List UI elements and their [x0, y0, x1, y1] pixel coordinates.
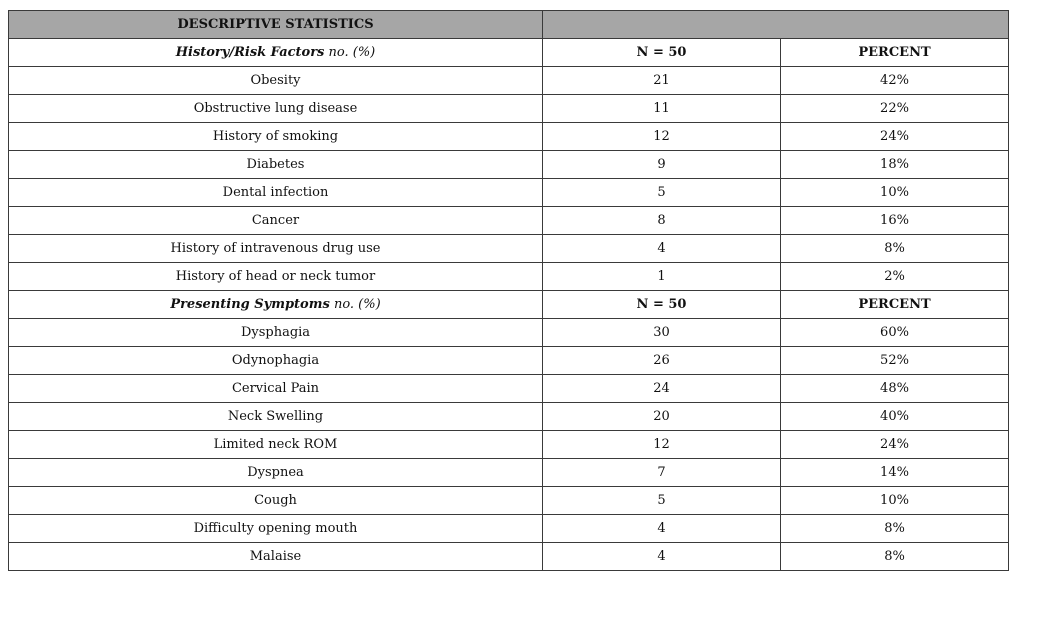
row-count: 12: [543, 123, 781, 151]
row-label: Obesity: [9, 67, 543, 95]
row-count: 30: [543, 319, 781, 347]
table-row: [9, 151, 1009, 179]
row-label: Diabetes: [9, 151, 543, 179]
table-row: [9, 459, 1009, 487]
row-label: Neck Swelling: [9, 403, 543, 431]
row-count: 7: [543, 459, 781, 487]
row-percent: 8%: [781, 543, 1009, 571]
table-row: [9, 207, 1009, 235]
row-percent: 48%: [781, 375, 1009, 403]
row-label: Dental infection: [9, 179, 543, 207]
descriptive-statistics-table: [8, 10, 1009, 571]
column-header-n: N = 50: [543, 39, 781, 67]
section-heading-unit: no. (%): [324, 44, 376, 60]
section-header-row: [9, 39, 1009, 67]
section-heading-unit: no. (%): [329, 296, 381, 312]
row-percent: 42%: [781, 67, 1009, 95]
table-row: [9, 347, 1009, 375]
row-count: 8: [543, 207, 781, 235]
row-percent: 40%: [781, 403, 1009, 431]
row-count: 20: [543, 403, 781, 431]
table-row: [9, 67, 1009, 95]
table-row: [9, 319, 1009, 347]
row-percent: 24%: [781, 431, 1009, 459]
row-label: History of head or neck tumor: [9, 263, 543, 291]
row-label: Difficulty opening mouth: [9, 515, 543, 543]
row-label: History of intravenous drug use: [9, 235, 543, 263]
table-row: [9, 263, 1009, 291]
row-percent: 16%: [781, 207, 1009, 235]
table-row: [9, 403, 1009, 431]
row-label: Dyspnea: [9, 459, 543, 487]
row-count: 4: [543, 543, 781, 571]
row-percent: 8%: [781, 235, 1009, 263]
row-percent: 10%: [781, 179, 1009, 207]
table-row: [9, 543, 1009, 571]
row-percent: 60%: [781, 319, 1009, 347]
row-label: Malaise: [9, 543, 543, 571]
table-row: [9, 515, 1009, 543]
table-body: [9, 11, 1009, 571]
row-count: 21: [543, 67, 781, 95]
section-heading: [9, 291, 543, 319]
row-label: Cough: [9, 487, 543, 515]
column-header-percent: PERCENT: [781, 291, 1009, 319]
section-heading-label: Presenting Symptoms: [170, 296, 330, 312]
row-count: 11: [543, 95, 781, 123]
row-label: Odynophagia: [9, 347, 543, 375]
section-header-row: [9, 291, 1009, 319]
row-percent: 10%: [781, 487, 1009, 515]
table-row: [9, 235, 1009, 263]
table-row: [9, 95, 1009, 123]
row-count: 12: [543, 431, 781, 459]
table-title-spacer: [543, 11, 1009, 39]
row-count: 4: [543, 235, 781, 263]
row-count: 5: [543, 179, 781, 207]
row-percent: 14%: [781, 459, 1009, 487]
column-header-n: N = 50: [543, 291, 781, 319]
row-count: 24: [543, 375, 781, 403]
table-row: [9, 487, 1009, 515]
row-label: Cervical Pain: [9, 375, 543, 403]
table-title: DESCRIPTIVE STATISTICS: [9, 11, 543, 39]
row-percent: 2%: [781, 263, 1009, 291]
column-header-percent: PERCENT: [781, 39, 1009, 67]
table-row: [9, 375, 1009, 403]
row-count: 4: [543, 515, 781, 543]
table-row: [9, 179, 1009, 207]
row-count: 9: [543, 151, 781, 179]
row-label: Limited neck ROM: [9, 431, 543, 459]
table-title-row: [9, 11, 1009, 39]
section-heading-label: History/Risk Factors: [175, 44, 325, 60]
row-percent: 52%: [781, 347, 1009, 375]
section-heading: [9, 39, 543, 67]
row-label: Dysphagia: [9, 319, 543, 347]
row-count: 1: [543, 263, 781, 291]
row-count: 5: [543, 487, 781, 515]
row-label: History of smoking: [9, 123, 543, 151]
row-count: 26: [543, 347, 781, 375]
table-row: [9, 431, 1009, 459]
row-label: Obstructive lung disease: [9, 95, 543, 123]
row-percent: 18%: [781, 151, 1009, 179]
row-percent: 24%: [781, 123, 1009, 151]
row-percent: 8%: [781, 515, 1009, 543]
row-label: Cancer: [9, 207, 543, 235]
row-percent: 22%: [781, 95, 1009, 123]
table-row: [9, 123, 1009, 151]
